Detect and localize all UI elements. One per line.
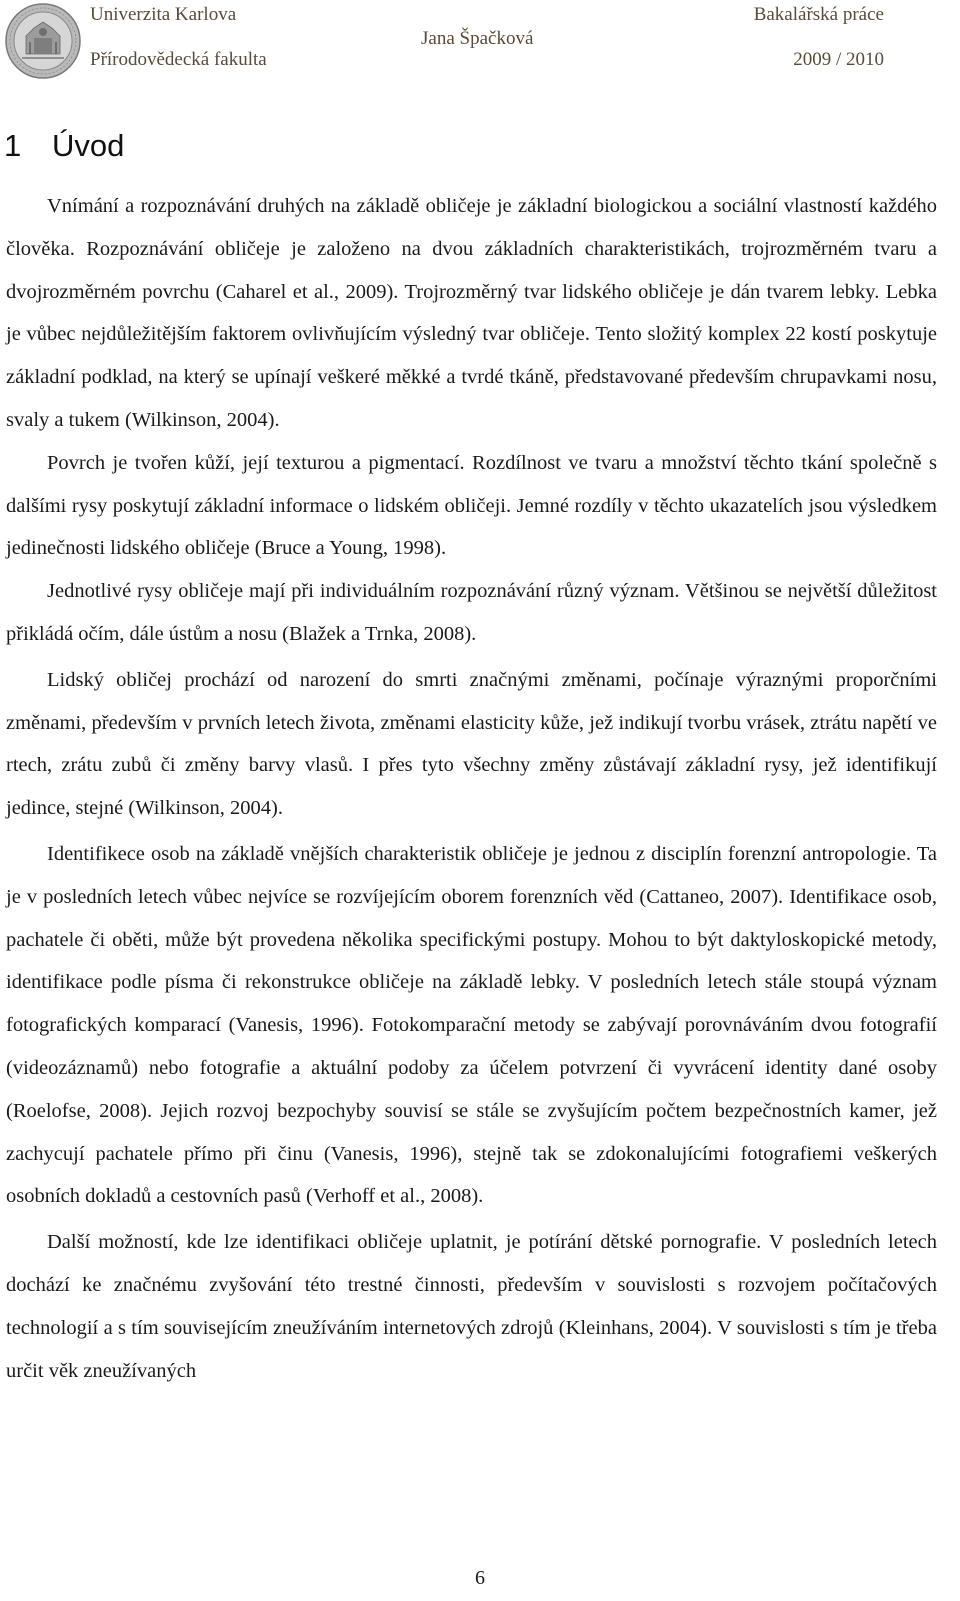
paragraph: Jednotlivé rysy obličeje mají při individuálním rozpoznávání různý význam. Většinou se největší důležitost přikládá očím, dále ústům a nosu (Blažek a Trnka, 2008). (6, 580, 937, 645)
paragraph: Vnímání a rozpoznávání druhých na základě obličeje je základní biologickou a sociální vlastností každého člověka. Rozpoznávání obličeje je založeno na dvou základních charakteristikách, trojrozměrném tvaru a dvojrozměrném povrchu (Caharel et al., 2009). Trojrozměrný tvar lidského obličeje je dán tvarem lebky. Lebka je vůbec nejdůležitějším faktorem ovlivňujícím výsledný tvar obličeje. Tento složitý komplex 22 kostí poskytuje základní podklad, na který se upínají veškeré měkké a tvrdé tkáně, představované především chrupavkami nosu, svaly a tukem (Wilkinson, 2004). (6, 195, 937, 431)
header-faculty: Přírodovědecká fakulta (90, 49, 267, 70)
paragraph: Identifikece osob na základě vnějších charakteristik obličeje je jednou z disciplín forenzní antropologie. Ta je v posledních letech vůbec nejvíce se rozvíjejícím oborem forenzních věd (Cattaneo, 2007). Identifikace osob, pachatele či oběti, může být provedena několika specifickými postupy. Mohou to být daktyloskopické metody, identifikace podle písma či rekonstrukce obličeje na základě lebky. V posledních letech stále stoupá význam fotografických komparací (Vanesis, 1996). Fotokomparační metody se zabývají porovnáváním dvou fotografií (videozáznamů) nebo fotografie a aktuální podoby za účelem potvrzení či vyvrácení identity dané osoby (Roelofse, 2008). Jejich rozvoj bezpochyby souvisí se stále se zvyšujícím počtem bezpečnostních kamer, jež zachycují pachatele přímo při činu (Vanesis, 1996), stejně tak se zdokonalujícími fotografiemi veškerých osobních dokladů a cestovních pasů (Verhoff et al., 2008). (6, 842, 937, 1208)
university-seal-logo (4, 2, 82, 80)
header-university: Univerzita Karlova (90, 4, 237, 25)
chapter-number: 1 (4, 128, 22, 163)
page-number: 6 (475, 1567, 485, 1589)
header-academic-year: 2009 / 2010 (793, 49, 884, 70)
chapter-title: Úvod (52, 128, 125, 163)
header-thesis-type: Bakalářská práce (753, 4, 884, 25)
paragraph: Další možností, kde lze identifikaci obličeje uplatnit, je potírání dětské pornografie. V posledních letech dochází ke značnému zvyšování této trestné činnosti, především v souvislosti s rozvojem počítačových technologií a s tím souvisejícím zneužíváním internetových zdrojů (Kleinhans, 2004). V souvislosti s tím je třeba určit věk zneužívaných (6, 1231, 937, 1382)
chapter-heading (4, 126, 124, 166)
header-author: Jana Špačková (421, 28, 534, 49)
body-text (6, 185, 937, 1392)
page-header (0, 0, 960, 84)
paragraph: Lidský obličej prochází od narození do smrti značnými změnami, počínaje výraznými proporčními změnami, především v prvních letech života, změnami elasticity kůže, jež indikují tvorbu vrásek, ztrátu napětí ve rtech, zrátu zubů či změny barvy vlasů. I přes tyto všechny změny zůstávají základní rysy, jež identifikují jedince, stejné (Wilkinson, 2004). (6, 668, 937, 820)
paragraph: Povrch je tvořen kůží, její texturou a pigmentací. Rozdílnost ve tvaru a množství těchto tkání společně s dalšími rysy poskytují základní informace o lidském obličeji. Jemné rozdíly v těchto ukazatelích jsou výsledkem jedinečnosti lidského obličeje (Bruce a Young, 1998). (6, 451, 937, 560)
